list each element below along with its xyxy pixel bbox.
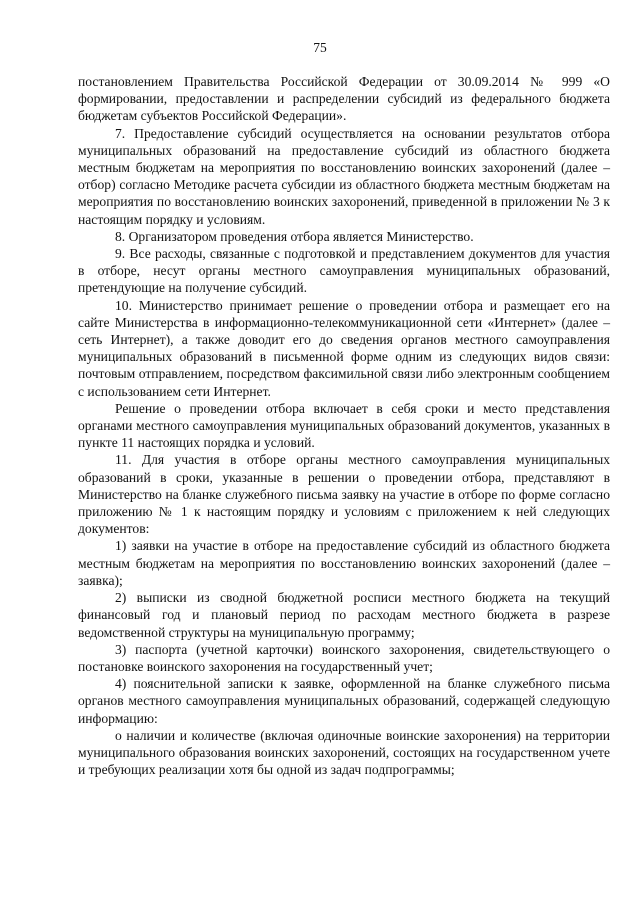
paragraph-info-item: о наличии и количестве (включая одиночные воинские захоронения) на территории муниципального образования воинских захоронений, состоящих на государственном учете и требующих реализации хотя бы одной из задач подпрограммы; [78, 727, 610, 778]
paragraph-subitem-3: 3) паспорта (учетной карточки) воинского захоронения, свидетельствующего о постановке воинского захоронения на государственный учет; [78, 641, 610, 674]
paragraph-item-11: 11. Для участия в отборе органы местного самоуправления муниципальных образований в сроки, указанные в решении о проведении отбора, представляют в Министерство на бланке служебного письма заявку на участие в отборе по форме согласно приложению № 1 к настоящим порядку и условиям с приложением к ней следующих документов: [78, 452, 610, 537]
paragraph-item-9: 9. Все расходы, связанные с подготовкой и представлением документов для участия в отборе, несут органы местного самоуправления муниципальных образований, претендующие на получение субсидий. [78, 246, 610, 296]
paragraph-subitem-4: 4) пояснительной записки к заявке, оформленной на бланке служебного письма органов местного самоуправления муниципальных образований, содержащей следующую информацию: [78, 676, 610, 726]
page-number: 75 [313, 40, 327, 55]
document-body [78, 73, 610, 778]
paragraph-subitem-1: 1) заявки на участие в отборе на предоставление субсидий из областного бюджета местным бюджетам на мероприятия по восстановлению воинских захоронений (далее – заявка); [78, 538, 610, 588]
paragraph-item-10: 10. Министерство принимает решение о проведении отбора и размещает его на сайте Министерства в информационно-телекоммуникационной сети «Интернет» (далее – сеть Интернет), а также доводит его до сведения органов местного самоуправления муниципальных образований в письменной форме одним из следующих видов связи: почтовым отправлением, посредством факсимильной связи либо электронным сообщением с использованием сети Интернет. [78, 297, 610, 399]
paragraph-item-8: 8. Организатором проведения отбора является Министерство. [115, 228, 474, 244]
paragraph-decision-content: Решение о проведении отбора включает в себя сроки и место представления органами местного самоуправления муниципальных образований документов, указанных в пункте 11 настоящих порядка и условий. [78, 400, 610, 451]
paragraph-subitem-2: 2) выписки из сводной бюджетной росписи местного бюджета на текущий финансовый год и плановый период по расходам местного бюджета в разрезе ведомственной структуры на муниципальную программу; [78, 590, 610, 640]
paragraph-continuation: постановлением Правительства Российской Федерации от 30.09.2014 № 999 «О формировании, предоставлении и распределении субсидий из федерального бюджета бюджетам субъектов Российской Федерации». [78, 74, 610, 124]
paragraph-item-7: 7. Предоставление субсидий осуществляется на основании результатов отбора муниципальных образований на предоставление субсидий из областного бюджета местным бюджетам на мероприятия по восстановлению воинских захоронений (далее – отбор) согласно Методике расчета субсидии из областного бюджета местным бюджетам на мероприятия по восстановлению воинских захоронений, приведенной в приложении № 3 к настоящим порядку и условиям. [78, 125, 610, 227]
